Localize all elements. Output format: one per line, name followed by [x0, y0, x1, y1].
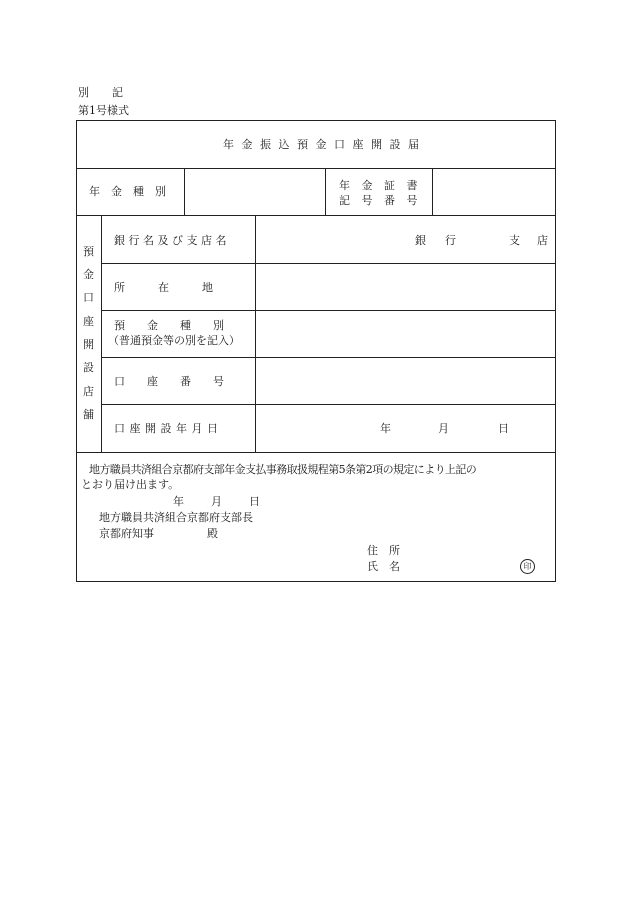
notification-form: [76, 120, 556, 582]
row-divider: [101, 357, 555, 358]
branch-unit-label: 支 店: [509, 234, 551, 247]
opening-date-day: 日: [498, 422, 509, 435]
row-divider: [101, 263, 555, 264]
form-title: [223, 138, 427, 151]
pension-type-field[interactable]: [187, 173, 322, 211]
account-number-label: 口 座 番 号: [114, 375, 224, 388]
side-label-char: 店: [83, 385, 94, 398]
side-label-char: 口: [83, 291, 94, 304]
recipient-honorific: 殿: [207, 527, 218, 540]
side-label-char: 舗: [83, 408, 94, 421]
side-label-char: 開: [83, 338, 94, 351]
pension-cert-label-line2: 記 号 番 号: [339, 194, 422, 207]
deposit-type-label: 預 金 種 別: [114, 319, 224, 332]
column-divider: [101, 215, 102, 452]
location-field[interactable]: [259, 267, 551, 307]
column-divider: [184, 168, 185, 215]
column-divider: [255, 215, 256, 452]
opening-date-year: 年: [380, 422, 391, 435]
declaration-date-year: 年: [173, 495, 184, 508]
declaration-date-day: 日: [249, 495, 260, 508]
appendix-heading: 別 記: [78, 86, 129, 99]
location-label: 所 在 地: [114, 281, 213, 294]
deposit-type-note: （普通預金等の別を記入）: [108, 334, 240, 347]
column-divider: [432, 168, 433, 215]
side-label-char: 金: [83, 268, 94, 281]
pension-type-label: 年 金 種 別: [89, 185, 166, 198]
row-divider: [77, 168, 555, 169]
row-divider: [77, 215, 555, 216]
address-label: 住 所: [367, 544, 400, 557]
seal-icon: 印: [520, 559, 535, 574]
declaration-date-month: 月: [211, 495, 222, 508]
form-title-text: 年金振込預金口座開設届: [223, 138, 427, 151]
side-label-char: 座: [83, 315, 94, 328]
pension-cert-label-line1: 年 金 証 書: [339, 179, 422, 192]
form-number: 第1号様式: [78, 104, 129, 117]
pension-cert-field[interactable]: [435, 173, 551, 211]
opening-date-label: 口座開設年月日: [114, 422, 223, 435]
declaration-line1: 地方職員共済組合京都府支部年金支払事務取扱規程第5条第2項の規定により上記の: [89, 463, 477, 476]
bank-unit-label: 銀 行: [415, 234, 460, 247]
account-number-field[interactable]: [259, 361, 551, 401]
bank-branch-label: 銀行名及び支店名: [114, 234, 230, 247]
column-divider: [325, 168, 326, 215]
declaration-line2: とおり届け出ます。: [81, 478, 180, 491]
row-divider: [77, 452, 555, 453]
side-label-char: 設: [83, 361, 94, 374]
row-divider: [101, 310, 555, 311]
deposit-type-field[interactable]: [259, 314, 551, 354]
recipient-line2: 京都府知事: [99, 527, 154, 540]
name-label: 氏 名: [367, 560, 400, 573]
recipient-line1: 地方職員共済組合京都府支部長: [99, 511, 253, 524]
side-label-char: 預: [83, 245, 94, 258]
row-divider: [101, 404, 555, 405]
opening-date-month: 月: [438, 422, 449, 435]
